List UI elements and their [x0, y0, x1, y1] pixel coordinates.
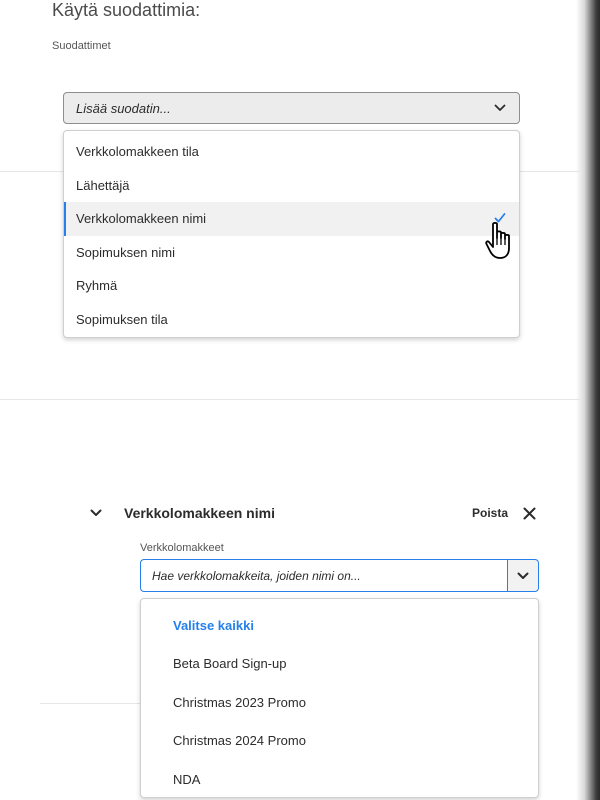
hand-pointer-icon [484, 221, 518, 263]
chevron-down-icon[interactable] [88, 505, 104, 521]
field-label: Verkkolomakkeet [140, 542, 224, 554]
option-label: Beta Board Sign-up [173, 656, 287, 672]
option-christmas-2023-promo[interactable] [141, 683, 538, 722]
divider [520, 171, 580, 172]
menu-item-sopimuksen-nimi[interactable] [64, 236, 519, 270]
menu-item-sopimuksen-tila[interactable] [64, 303, 519, 337]
form-options-menu [140, 598, 539, 798]
close-icon[interactable] [522, 506, 536, 520]
page-title: Käytä suodattimia: [52, 0, 201, 20]
active-filter-name: Verkkolomakkeen nimi [124, 505, 275, 521]
menu-item-label: Verkkolomakkeen tila [76, 144, 199, 160]
menu-item-ryhma[interactable] [64, 269, 519, 303]
option-nda[interactable] [141, 760, 538, 799]
form-search-input[interactable] [140, 559, 507, 592]
filter-options-menu [63, 130, 520, 338]
option-label: NDA [173, 771, 201, 787]
option-beta-board-sign-up[interactable] [141, 645, 538, 684]
option-label: Valitse kaikki [173, 617, 254, 633]
divider [40, 703, 140, 704]
active-filter-header [88, 502, 536, 524]
filters-section-label: Suodattimet [52, 40, 111, 52]
menu-item-label: Sopimuksen nimi [76, 244, 175, 260]
dropdown-toggle-button[interactable] [507, 559, 539, 592]
add-filter-dropdown[interactable] [63, 92, 520, 124]
option-label: Christmas 2023 Promo [173, 694, 306, 710]
menu-item-verkkolomakkeen-nimi[interactable] [64, 202, 519, 236]
remove-filter-button[interactable]: Poista [471, 506, 508, 520]
divider [0, 171, 63, 172]
chevron-down-icon [493, 101, 507, 115]
option-christmas-2024-promo[interactable] [141, 722, 538, 761]
menu-item-verkkolomakkeen-tila[interactable] [64, 135, 519, 169]
menu-item-label: Ryhmä [76, 278, 118, 294]
add-filter-value: Lisää suodatin... [76, 100, 171, 116]
chevron-down-icon [517, 572, 529, 580]
menu-item-label: Verkkolomakkeen nimi [76, 211, 207, 227]
window-edge-shadow [576, 0, 600, 800]
menu-item-label: Sopimuksen tila [76, 311, 168, 327]
divider [0, 399, 580, 400]
select-all-option[interactable] [141, 606, 538, 645]
form-search-combobox [140, 559, 539, 592]
menu-item-label: Lähettäjä [76, 177, 130, 193]
option-label: Christmas 2024 Promo [173, 733, 306, 749]
menu-item-lahettaja[interactable] [64, 169, 519, 203]
